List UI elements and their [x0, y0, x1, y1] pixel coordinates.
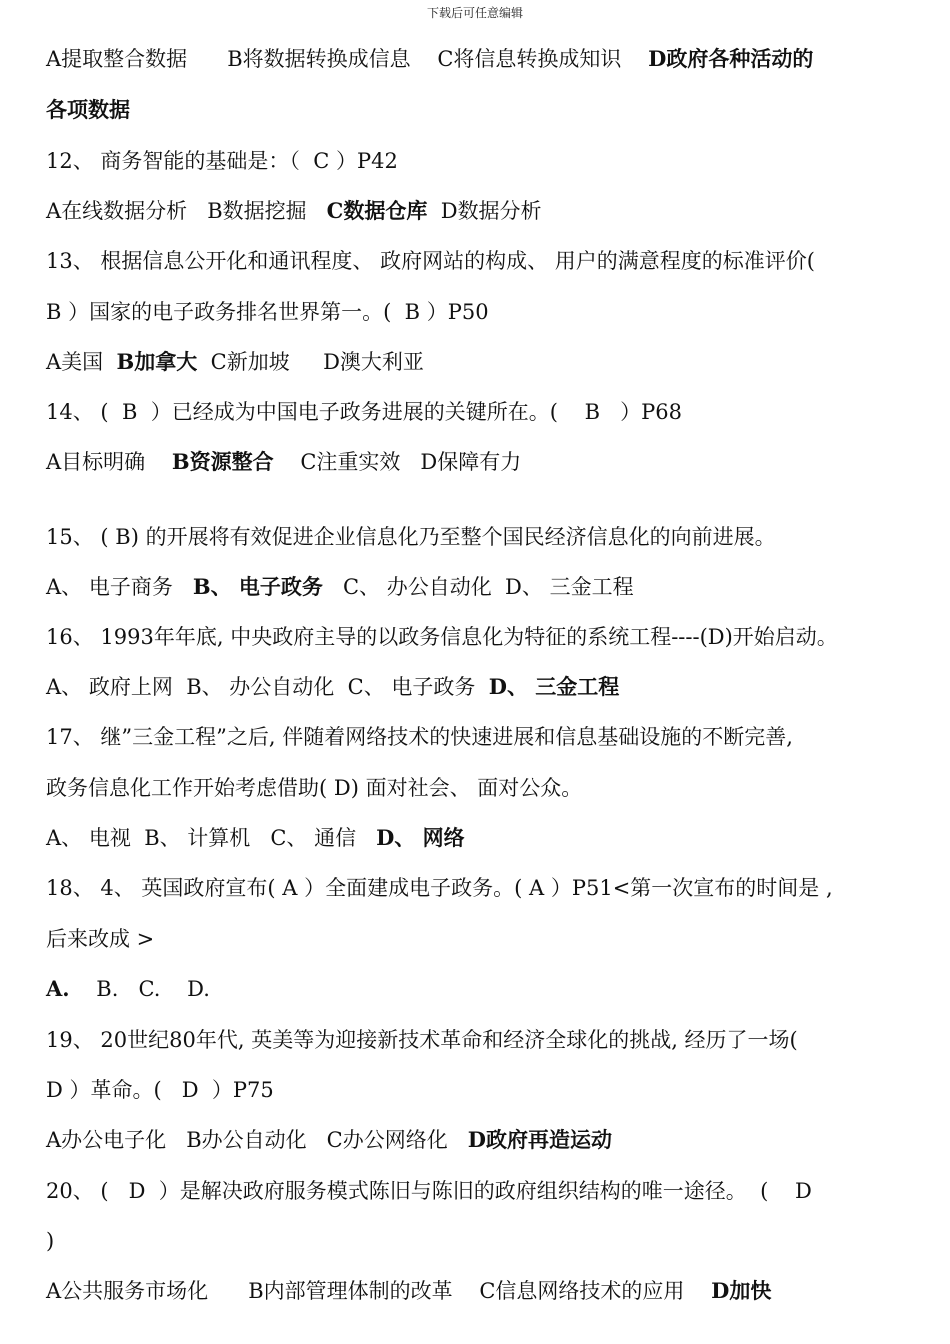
text-line: [46, 298, 489, 326]
text-line: [46, 247, 815, 275]
text-line: [46, 925, 154, 953]
text-line: [46, 975, 210, 1003]
text-line: [46, 398, 682, 426]
text-segment: A办公电子化 B办公自动化 C办公网络化: [46, 1128, 468, 1152]
text-segment: D ）革命。( D ）P75: [46, 1078, 274, 1102]
text-line: [46, 448, 521, 476]
text-line: [46, 673, 619, 701]
answer-highlight: B加拿大: [116, 349, 198, 374]
text-segment: A、 政府上网 B、 办公自动化 C、 电子政务: [46, 675, 489, 699]
text-line: [46, 197, 542, 225]
text-segment: 16、 1993年年底, 中央政府主导的以政务信息化为特征的系统工程----(D)开始启动。: [46, 625, 838, 649]
text-line: [46, 523, 776, 551]
text-segment: C注重实效 D保障有力: [273, 450, 522, 474]
text-segment: 18、 4、 英国政府宣布( A ）全面建成电子政务。( A ）P51<第一次宣布的时间是 ,: [46, 876, 833, 900]
text-segment: 20、 ( D ）是解决政府服务模式陈旧与陈旧的政府组织结构的唯一途径。 ( D: [46, 1179, 812, 1203]
answer-highlight: 各项数据: [46, 97, 130, 122]
text-segment: 13、 根据信息公开化和通讯程度、 政府网站的构成、 用户的满意程度的标准评价(: [46, 249, 815, 273]
text-segment: A、 电子商务: [46, 575, 193, 599]
text-segment: A美国: [46, 350, 117, 374]
text-segment: 15、 ( B) 的开展将有效促进企业信息化乃至整个国民经济信息化的向前进展。: [46, 525, 776, 549]
text-line: [46, 96, 130, 124]
text-segment: A提取整合数据 B将数据转换成信息 C将信息转换成知识: [46, 47, 649, 71]
answer-highlight: D加快: [711, 1278, 772, 1303]
text-line: [46, 774, 582, 802]
text-segment: 后来改成 >: [46, 927, 155, 951]
text-segment: 14、 ( B ）已经成为中国电子政务进展的关键所在。( B ）P68: [46, 400, 682, 424]
page-header: 下载后可任意编辑: [426, 6, 523, 20]
text-segment: B ）国家的电子政务排名世界第一。( B ）P50: [46, 300, 489, 324]
text-line: [46, 723, 793, 751]
text-segment: 17、 继”三金工程”之后, 伴随着网络技术的快速进展和信息基础设施的不断完善,: [46, 725, 793, 749]
text-segment: ): [46, 1229, 55, 1253]
answer-highlight: D、 三金工程: [488, 674, 620, 699]
text-segment: 政务信息化工作开始考虑借助( D) 面对社会、 面对公众。: [46, 776, 583, 800]
text-line: [46, 1277, 771, 1305]
text-segment: D数据分析: [427, 199, 542, 223]
text-segment: A在线数据分析 B数据挖掘: [46, 199, 327, 223]
text-line: [46, 147, 398, 175]
text-line: [46, 45, 813, 73]
text-line: [46, 874, 833, 902]
text-segment: A、 电视 B、 计算机 C、 通信: [46, 826, 377, 850]
text-segment: B. C. D.: [69, 977, 210, 1001]
text-line: [46, 1126, 612, 1154]
answer-highlight: D政府再造运动: [467, 1127, 612, 1152]
answer-highlight: A.: [46, 976, 70, 1001]
text-segment: A目标明确: [46, 450, 172, 474]
text-line: [46, 1177, 812, 1205]
text-line: [46, 824, 465, 852]
text-line: [46, 1227, 54, 1255]
text-line: [46, 623, 838, 651]
answer-highlight: B资源整合: [171, 449, 274, 474]
text-line: [46, 573, 634, 601]
text-segment: 19、 20世纪80年代, 英美等为迎接新技术革命和经济全球化的挑战, 经历了一场(: [46, 1028, 798, 1052]
answer-highlight: D、 网络: [376, 825, 465, 850]
text-line: [46, 348, 424, 376]
answer-highlight: D政府各种活动的: [648, 46, 814, 71]
text-segment: 12、 商务智能的基础是：（ C ）P42: [46, 149, 398, 173]
answer-highlight: C数据仓库: [326, 198, 428, 223]
text-line: [46, 1026, 798, 1054]
text-segment: C新加坡 D澳大利亚: [197, 350, 424, 374]
text-line: [46, 1076, 274, 1104]
text-segment: C、 办公自动化 D、 三金工程: [322, 575, 634, 599]
text-segment: A公共服务市场化 B内部管理体制的改革 C信息网络技术的应用: [46, 1279, 712, 1303]
answer-highlight: B、 电子政务: [192, 574, 323, 599]
